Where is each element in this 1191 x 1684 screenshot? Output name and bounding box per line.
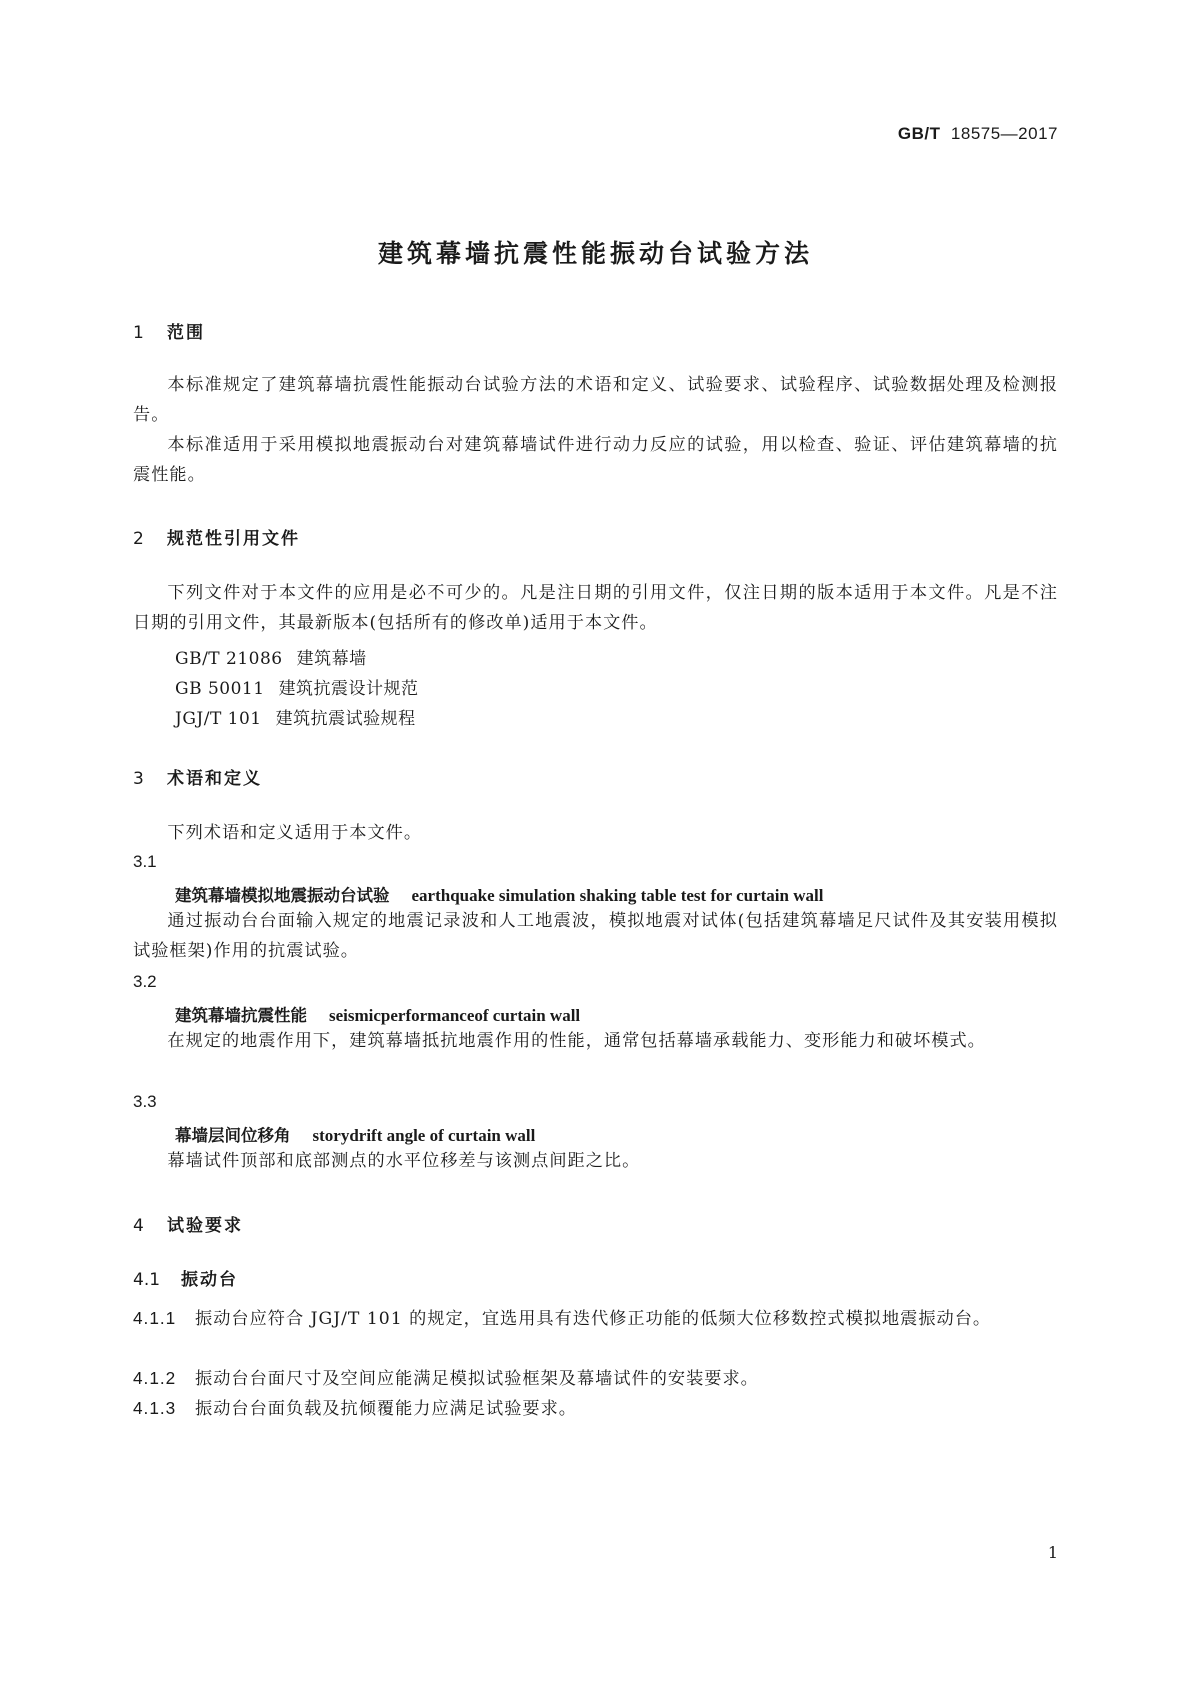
subsection-heading-shaking-table [133,1265,238,1290]
section-number: 1 [133,323,144,343]
reference-name: 建筑抗震试验规程 [275,709,416,729]
term-heading [175,1122,535,1146]
section-title: 试验要求 [167,1216,243,1236]
reference-code: JGJ/T 101 [175,709,262,729]
term-en: earthquake simulation shaking table test for curtain wall [411,886,824,905]
paragraph: 在规定的地震作用下，建筑幕墙抵抗地震作用的性能，通常包括幕墙承载能力、变形能力和破坏模式。 [167,1031,986,1051]
clause-text: 振动台台面负载及抗倾覆能力应满足试验要求。 [195,1399,577,1419]
term-definition [133,1026,1058,1056]
term-heading [175,1002,580,1026]
term-number: 3.1 [133,852,157,871]
reference-item [175,704,416,729]
reference-name: 建筑幕墙 [296,649,367,669]
term-number: 3.2 [133,972,157,991]
section-heading-scope [133,318,205,343]
section-references-body [133,578,1058,638]
clause-number: 4.1.1 [133,1308,177,1328]
term-en: storydrift angle of curtain wall [312,1126,536,1145]
standard-code [898,124,1058,144]
section-title: 术语和定义 [167,769,262,789]
clause-text: 振动台应符合 JGJ/T 101 的规定，宜选用具有迭代修正功能的低频大位移数控式模拟地震振动台。 [195,1309,992,1329]
term-zh: 幕墙层间位移角 [175,1126,291,1145]
term-heading [175,882,823,906]
term-zh: 建筑幕墙抗震性能 [175,1006,307,1025]
reference-code: GB 50011 [175,679,265,699]
section-number: 3 [133,769,144,789]
paragraph: 本标准适用于采用模拟地震振动台对建筑幕墙试件进行动力反应的试验，用以检查、验证、评估建筑幕墙的抗震性能。 [133,435,1058,485]
standard-code-number: 18575—2017 [950,124,1058,143]
reference-item [175,674,419,699]
terms-intro [133,818,1058,848]
reference-code: GB/T 21086 [175,649,283,669]
paragraph: 本标准规定了建筑幕墙抗震性能振动台试验方法的术语和定义、试验要求、试验程序、试验数据处理及检测报告。 [133,375,1058,425]
section-heading-test-requirements [133,1211,243,1236]
section-number: 4 [133,1216,144,1236]
clause-item [133,1363,1058,1394]
paragraph: 幕墙试件顶部和底部测点的水平位移差与该测点间距之比。 [167,1151,641,1171]
term-definition [133,906,1058,966]
document-title: 建筑幕墙抗震性能振动台试验方法 [377,239,813,268]
section-heading-normative-references [133,524,300,549]
subsection-title: 振动台 [181,1270,238,1290]
term-definition [133,1146,1058,1176]
paragraph: 下列术语和定义适用于本文件。 [167,823,423,843]
term-number: 3.3 [133,1092,157,1111]
clause-number: 4.1.3 [133,1398,177,1418]
section-title: 规范性引用文件 [167,529,300,549]
standard-code-prefix: GB/T [897,124,941,143]
section-title: 范围 [167,323,205,343]
term-en: seismicperformanceof curtain wall [329,1006,581,1025]
paragraph: 下列文件对于本文件的应用是必不可少的。凡是注日期的引用文件，仅注日期的版本适用于本文件。凡是不注日期的引用文件，其最新版本(包括所有的修改单)适用于本文件。 [133,583,1058,633]
reference-name: 建筑抗震设计规范 [278,679,419,699]
page-number: 1 [1047,1543,1058,1562]
section-heading-terms [133,764,262,789]
clause-number: 4.1.2 [133,1368,177,1388]
clause-item [133,1303,1058,1334]
paragraph: 通过振动台台面输入规定的地震记录波和人工地震波，模拟地震对试体(包括建筑幕墙足尺试件及其安装用模拟试验框架)作用的抗震试验。 [133,911,1058,961]
term-zh: 建筑幕墙模拟地震振动台试验 [175,886,390,905]
clause-text: 振动台台面尺寸及空间应能满足模拟试验框架及幕墙试件的安装要求。 [195,1369,759,1389]
section-number: 2 [133,529,144,549]
clause-item [133,1393,1058,1424]
subsection-number: 4.1 [133,1270,161,1290]
section-scope-body [133,370,1058,490]
reference-item [175,644,367,669]
